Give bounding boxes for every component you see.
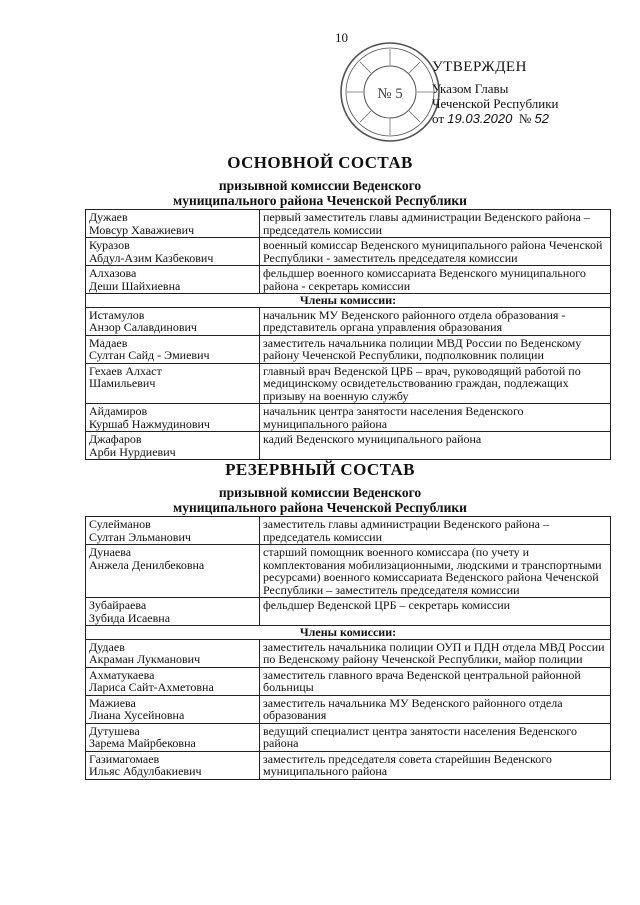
composition-row — [86, 363, 611, 404]
member-surname: Джафаров — [89, 432, 142, 446]
approval-title: УТВЕРЖДЕН — [432, 59, 527, 75]
composition-row — [86, 639, 611, 667]
composition-row — [86, 404, 611, 432]
member-surname: Куразов — [89, 238, 130, 252]
member-given-name: Анжела Денилбековна — [89, 557, 205, 572]
composition-row — [86, 598, 611, 626]
member-name-cell — [86, 695, 260, 723]
member-name-cell — [86, 335, 260, 363]
composition-row — [86, 723, 611, 751]
composition-row — [86, 517, 611, 545]
approval-line2: Чеченской Республики — [432, 96, 559, 111]
main-subtitle-2: муниципального района Чеченской Республики — [173, 193, 467, 208]
member-role-cell: ведущий специалист центра занятости населения Веденского района — [260, 723, 611, 751]
member-role-cell: главный врач Веденской ЦРБ – врач, руководящий работой по медицинскому освидетельствованию граждан, подлежащих призыву на военную службу — [260, 363, 611, 404]
member-role-cell: заместитель начальника полиции МВД России по Веденскому району Чеченской Республики, подполковник полиции — [260, 335, 611, 363]
member-name-cell — [86, 238, 260, 266]
member-name-cell — [86, 667, 260, 695]
member-given-name: Акраман Лукманович — [89, 652, 201, 666]
member-name-cell — [86, 545, 260, 598]
composition-row — [86, 545, 611, 598]
member-surname: Дутушева — [89, 723, 140, 738]
composition-row — [86, 238, 611, 266]
composition-row — [86, 307, 611, 335]
member-role-cell: фельдшер Веденской ЦРБ – секретарь комиссии — [260, 598, 611, 626]
member-surname: Гехаев Алхаст — [89, 363, 162, 378]
page-number: 10 — [335, 30, 348, 45]
member-name-cell — [86, 363, 260, 404]
official-seal-icon — [338, 40, 445, 144]
member-name-cell — [86, 266, 260, 294]
member-surname: Дунаева — [89, 545, 132, 559]
reserve-composition-table — [85, 516, 611, 780]
member-surname: Айдамиров — [89, 404, 148, 418]
member-surname: Дудаев — [89, 639, 125, 654]
composition-row — [86, 667, 611, 695]
members-header-row — [86, 626, 611, 640]
composition-row — [86, 432, 611, 460]
member-surname: Сулейманов — [89, 517, 151, 531]
member-role-cell: старший помощник военного комиссара (по учету и комплектования мобилизационными, людскими и транспортными ресурсами) военного комиссариата Веденского района Чеченской Республики – заместитель председателя комиссии — [260, 545, 611, 598]
member-surname: Ахматукаева — [89, 667, 155, 682]
members-header: Члены комиссии: — [86, 294, 611, 308]
member-given-name: Абдул-Азим Казбекович — [89, 250, 214, 265]
approval-line1: Указом Главы — [432, 81, 509, 96]
member-name-cell — [86, 210, 260, 238]
member-given-name: Ильяс Абдулбакиевич — [89, 764, 202, 778]
member-given-name: Шамильевич — [89, 376, 156, 390]
approval-number: 52 — [534, 111, 549, 126]
member-surname: Газимагомаев — [89, 751, 160, 766]
member-role-cell: военный комиссар Веденского муниципального района Чеченской Республики - заместитель председателя комиссии — [260, 238, 611, 266]
members-header: Члены комиссии: — [86, 626, 611, 640]
main-composition-table — [85, 209, 611, 460]
member-given-name: Анзор Салавдинович — [89, 320, 197, 334]
member-role-cell: заместитель главы администрации Веденского района – председатель комиссии — [260, 517, 611, 545]
composition-row — [86, 695, 611, 723]
main-subtitle-1: призывной комиссии Веденского — [218, 178, 422, 193]
member-role-cell: кадий Веденского муниципального района — [260, 432, 611, 460]
member-given-name: Султан Сайд - Эмиевич — [89, 348, 210, 362]
member-name-cell — [86, 307, 260, 335]
composition-row — [86, 210, 611, 238]
members-header-row — [86, 294, 611, 308]
seal-number: № 5 — [377, 86, 403, 102]
member-surname: Алхазова — [89, 266, 137, 280]
number-prefix: № — [518, 111, 532, 126]
member-given-name: Зарема Майрбековна — [89, 736, 196, 750]
composition-row — [86, 266, 611, 294]
member-surname: Мадаев — [89, 335, 128, 350]
main-title: ОСНОВНОЙ СОСТАВ — [227, 153, 413, 172]
approval-block — [432, 60, 632, 126]
reserve-title: РЕЗЕРВНЫЙ СОСТАВ — [225, 460, 415, 479]
member-name-cell — [86, 723, 260, 751]
member-given-name: Султан Эльманович — [89, 529, 191, 544]
member-given-name: Мовсур Хаважиевич — [89, 222, 195, 237]
member-given-name: Лиана Хусейновна — [89, 708, 185, 722]
member-role-cell: заместитель председателя совета старейшин Веденского муниципального района — [260, 751, 611, 779]
member-name-cell — [86, 517, 260, 545]
member-role-cell: первый заместитель главы администрации Веденского района – председатель комиссии — [260, 210, 611, 238]
member-name-cell — [86, 404, 260, 432]
member-given-name: Зубида Исаевна — [89, 610, 171, 625]
member-surname: Истамулов — [89, 307, 145, 322]
member-surname: Мажиева — [89, 695, 136, 710]
member-role-cell: заместитель начальника МУ Веденского районного отдела образования — [260, 695, 611, 723]
member-role-cell: заместитель начальника полиции ОУП и ПДН отдела МВД России по Веденскому району Чеченской Республики, майор полиции — [260, 639, 611, 667]
date-prefix: от — [432, 111, 445, 126]
member-role-cell: фельдшер военного комиссариата Веденского муниципального района - секретарь комиссии — [260, 266, 611, 294]
reserve-subtitle-2: муниципального района Чеченской Республики — [173, 500, 467, 515]
member-name-cell — [86, 432, 260, 460]
reserve-subtitle-1: призывной комиссии Веденского — [218, 485, 422, 500]
member-name-cell — [86, 639, 260, 667]
approval-date-line — [432, 111, 632, 126]
composition-row — [86, 751, 611, 779]
member-role-cell: заместитель главного врача Веденской центральной районной больницы — [260, 667, 611, 695]
member-role-cell: начальник МУ Веденского районного отдела образования - представитель органа управления образования — [260, 307, 611, 335]
member-name-cell — [86, 751, 260, 779]
member-surname: Зубайраева — [89, 598, 147, 612]
member-name-cell — [86, 598, 260, 626]
member-given-name: Арби Нурдиевич — [89, 444, 176, 459]
composition-row — [86, 335, 611, 363]
member-given-name: Деши Шайхиевна — [89, 278, 181, 293]
member-surname: Дужаев — [89, 210, 128, 224]
member-given-name: Лариса Сайт-Ахметовна — [89, 680, 214, 694]
member-given-name: Куршаб Нажмудинович — [89, 416, 210, 431]
member-role-cell: начальник центра занятости населения Веденского муниципального района — [260, 404, 611, 432]
approval-date: 19.03.2020 — [447, 111, 513, 126]
